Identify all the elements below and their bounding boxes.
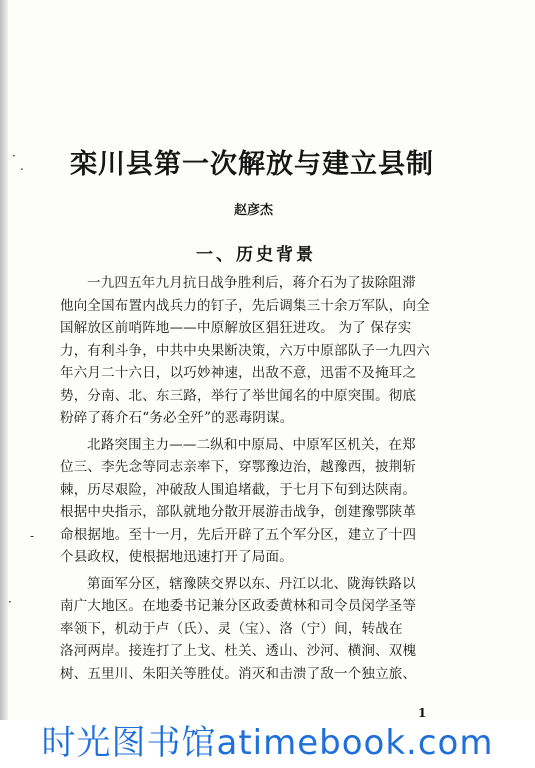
- text-line: 个县政权，使根据地迅速打开了局面。: [60, 549, 293, 565]
- text-line: 率领下，机动于卢（氏）、灵（宝）、洛（宁）间，转战在: [60, 620, 403, 637]
- article-body: [60, 272, 456, 689]
- text-line: 一九四五年九月抗日战争胜利后，蒋介石为了拔除阻滞: [87, 275, 416, 291]
- page-number: 1: [418, 706, 427, 720]
- article-author: 赵彦杰: [234, 203, 274, 218]
- text-line: 南广大地区。在地委书记兼分区政委黄林和司令员闵学圣等: [60, 598, 417, 614]
- scan-speck: .: [20, 159, 24, 173]
- scan-speck: -: [30, 529, 35, 543]
- scan-speck: ·: [12, 149, 16, 163]
- site-watermark: 时光图书馆atimebook.com: [0, 720, 535, 768]
- scan-speck: ·: [8, 595, 12, 609]
- text-line: 国解放区前哨阵地——中原解放区猖狂进攻。 为了 保存实: [60, 320, 412, 336]
- text-line: 他向全国布置内战兵力的钉子，先后调集三十余万军队，向全: [60, 297, 430, 314]
- text-line: 北路突围主力——二纵和中原局、中原军区机关，在郑: [87, 436, 416, 453]
- text-line: 势，分南、北、东三路，举行了举世闻名的中原突围。彻底: [60, 387, 417, 404]
- text-line: 棘，历尽艰险，冲破敌人围追堵截，于七月下旬到达陕南。: [60, 481, 417, 498]
- text-line: 位三、李先念等同志亲率下，穿鄂豫边治，越豫西，披荆斩: [60, 459, 417, 475]
- text-line: 根据中央指示，部队就地分散开展游击战争，创建豫鄂陕革: [60, 504, 417, 520]
- text-line: 命根据地。至十一月，先后开辟了五个军分区，建立了十四: [60, 526, 417, 543]
- text-line: 洛河两岸。接连打了上戈、杜关、透山、沙河、横涧、双槐: [60, 643, 417, 659]
- section-heading: 一、历史背景: [196, 245, 316, 265]
- text-line: 力，有利斗争，中共中央果断决策，六万中原部队子一九四六: [60, 342, 430, 359]
- page-spine-shadow: [0, 0, 8, 720]
- paragraph: [60, 573, 456, 686]
- paragraph: [60, 272, 456, 430]
- paragraph: [60, 434, 456, 569]
- text-line: 粉碎了蒋介石“务必全歼”的恶毒阴谋。: [60, 410, 294, 426]
- text-line: 年六月二十六日，以巧妙神速，出敌不意，迅雷不及掩耳之: [60, 365, 417, 381]
- article-title: 栾川县第一次解放与建立县制: [70, 149, 434, 180]
- text-line: 第面军分区，辖豫陕交界以东、丹江以北、陇海铁路以: [87, 575, 416, 592]
- text-line: 树、五里川、朱阳关等胜仗。消灭和击溃了敌一个独立旅、: [60, 665, 417, 682]
